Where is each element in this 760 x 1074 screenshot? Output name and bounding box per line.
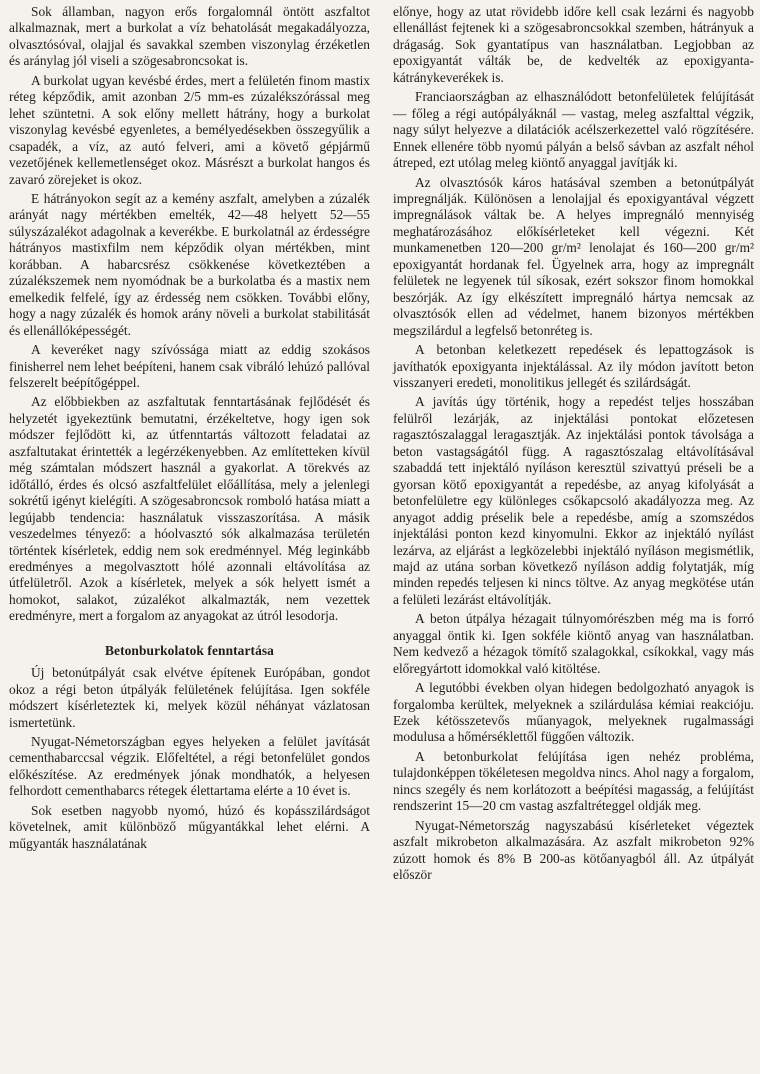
paragraph: A legutóbbi években olyan hidegen bedolgozható anyagok is forgalomba kerültek, melyeknek a szilárdulása kémiai reakcióju. Ezek kétösszetevős műanyagok, melyeknek rugalmassági modulusa a hőmérséklettől függően változik. [393,680,754,745]
paragraph: E hátrányokon segít az a kemény aszfalt, amelyben a zúzalék arányát nagy mértékben emelték, 42—48 helyett 52—55 súlyszázalékot adagolnak a keverékbe. E burkolatnál az érdességre hátrányos mastixfilm nem képződik olyan mértékben, mint korábban. A habarcsrész csökkenése következtében a zúzalékszemek nem nyomódnak be a burkolatba és a mastix nem emelkedik felfelé, így az érdesség nem csökken. További előny, hogy a nagy zúzalék és homok arány növeli a burkolat stabilitását és ellenállóképességét. [9,190,370,338]
paragraph: A betonburkolat felújítása igen nehéz probléma, tulajdonképpen tökéletesen megoldva nincs. Ahol nagy a forgalom, nincs szegély és nem korlátozott a beépítési magasság, a felújítást rendszerint 15—20 cm vastag aszfaltréteggel oldják meg. [393,748,754,814]
paragraph-continuation: előnye, hogy az utat rövidebb időre kell csak lezárni és nagyobb ellenállást fejtenek ki a szögesabroncsokkal szemben, hátrányuk a drágaság. Sok gyantatípus van használatban. Legjobban az epoxigyantát válták be, de kedvelték az epoxigyanta-kátránykeverékek is. [393,4,754,85]
right-column [393,4,754,1074]
paragraph: Sok államban, nagyon erős forgalomnál öntött aszfaltot alkalmaznak, mert a burkolat a víz behatolását megakadályozza, olvasztósóval, olajjal és savakkal szemben viszonylag érzéketlen és aránylag jól viseli a szögesabroncsokat is. [9,4,370,69]
paragraph: A javítás úgy történik, hogy a repedést teljes hosszában felülről lezárják, az injektálási pontokat előzetesen ragasztószalaggal leragasztják. Az injektálási pontok távolsága a beton vastagságától függ. A ragasztószalag eltávolításával szabaddá tett injektáló nyíláson keresztül szivattyú préseli be a gyorsan kötő epoxigyantát a repedésbe, az anyag kifolyását a betonfelületre egy különleges csőkapcsoló akadályozza meg. Az anyagot addig préselik bele a repedésbe, amíg a szomszédos injektálási ponton kezd kinyomulni. Ekkor az injektáló nyílást lezárva, az eljárást a legközelebbi injektáló nyíláson megismétlik, majd az utána sorban következő nyíláson addig folytatják, míg minden repedés teljesen ki nincs töltve. Az anyag megkötése után a felületi lezárást eltávolítják. [393,394,754,607]
paragraph: Nyugat-Németországban egyes helyeken a felület javítását cementhabarccsal végzik. Előfeltétel, a régi betonfelület gondos előkészítése. Az eredmények jónak mondhatók, a helyesen felhordott cementhabarcs rétegek élettartama elérte a 10 évet is. [9,734,370,799]
paragraph: A keveréket nagy szívóssága miatt az eddig szokásos finisherrel nem lehet beépíteni, hanem csak vibráló lehúzó pallóval felszerelt beépítőgéppel. [9,342,370,390]
paragraph: Nyugat-Németország nagyszabású kísérleteket végeztek aszfalt mikrobeton alkalmazására. Az aszfalt mikrobeton 92% zúzott homok és 8% B 200-as kötőanyagból áll. Az útpályát először [393,817,754,883]
section-heading: Betonburkolatok fenntartása [105,642,274,658]
paragraph: Az előbbiekben az aszfaltutak fenntartásának fejlődését és helyzetét igyekeztünk bemutatni, érzékeltetve, hogy igen sok módszer fejlődött ki, az útfenntartás változott feladatai az aszfaltutakat érintették a legérzékenyebben. Az említetteken kívül még számtalan módszert használ a gyakorlat. A törekvés az időtálló, érdes és olcsó aszfaltfelület előállítása, mely a jelenlegi sokrétű igényt kielégíti. A szögesabroncsok romboló hatása miatt a legújabb tendencia: használatuk visszaszorítása. A másik veszedelmes tényező: a hóolvasztó sók alkalmazása területén történtek kísérletek, eddig nem sok eredménnyel. Még leginkább eredményes a megolvasztott hólé azonnali eltávolítása az útfelületről. Azok a kísérletek, melyek a sók helyett ismét a homokot, salakot, zúzalékot alkalmazták, nem vezettek eredményre, mert a forgalom az anyagokat az útról lesodorja. [9,394,370,624]
paragraph: Az olvasztósók káros hatásával szemben a betonútpályát impregnálják. Különösen a lenolajjal és epoxigyantával végzett impregnálások váltak be. A helyes impregnáló mennyiség meghatározásához előkísérleteket kell végezni. Két munkamenetben 120—200 gr/m² lenolajat és 160—200 gr/m² epoxigyantát hordanak fel. Ügyelnek arra, hogy az impregnált felületek ne legyenek túl síkosak, ezért sokszor finom homokkal beszórják. Az így elkészített impregnáló hártya nemcsak az olvasztósók ellen ad védelmet, hanem bizonyos mértékben megszilárdul a legfelső betonréteg is. [393,174,754,338]
paragraph: Franciaországban az elhasználódott betonfelületek felújítását — főleg a régi autópályáknál — vastag, meleg aszfalttal végzik, nagy súlyt helyezve a dilatációk acélszerkezettel való rögzítésére. Ennek ellenére több nyomú pályán a belső sávban az aszfalt néhol átreped, ezt utólag meleg kiöntő anyaggal javítják ki. [393,89,754,171]
paragraph: A burkolat ugyan kevésbé érdes, mert a felületén finom mastix réteg képződik, amit azonban 2/5 mm-es zúzalékszórással meg lehet szüntetni. A sok előny mellett hátrány, hogy a burkolat viszonylag kevésbé egyenletes, a bemélyedésekben összegyűlik a csapadék, a víz, az autó felveri, ami a követő gépjármű vezetőjének kellemetlenséget okoz. Másrészt a burkolat hangos és zavaró zörejeket is okoz. [9,72,370,187]
paragraph: A beton útpálya hézagait túlnyomórészben még ma is forró anyaggal öntik ki. Igen sokféle kiöntő anyag van használatban. Nem kedvező a hézagok tömítő szalagokkal, csíkokkal, vagy más előregyártott idomokkal való kitöltése. [393,611,754,676]
paragraph: Sok esetben nagyobb nyomó, húzó és kopásszilárdságot követelnek, amit különböző műgyantákkal lehet elérni. A műgyanták használatának [9,802,370,851]
left-column [9,4,370,1074]
paragraph: A betonban keletkezett repedések és lepattogzások is javíthatók epoxigyanta injektálással. Az ily módon javított beton visszanyeri eredeti, monolitikus jellegét és szilárdságát. [393,342,754,390]
paragraph: Új betonútpályát csak elvétve építenek Európában, gondot okoz a régi beton útpályák felületének felújítása. Igen sokféle módszert kísérleteztek ki, melyek közül néhányat vázlatosan ismertetünk. [9,665,370,730]
